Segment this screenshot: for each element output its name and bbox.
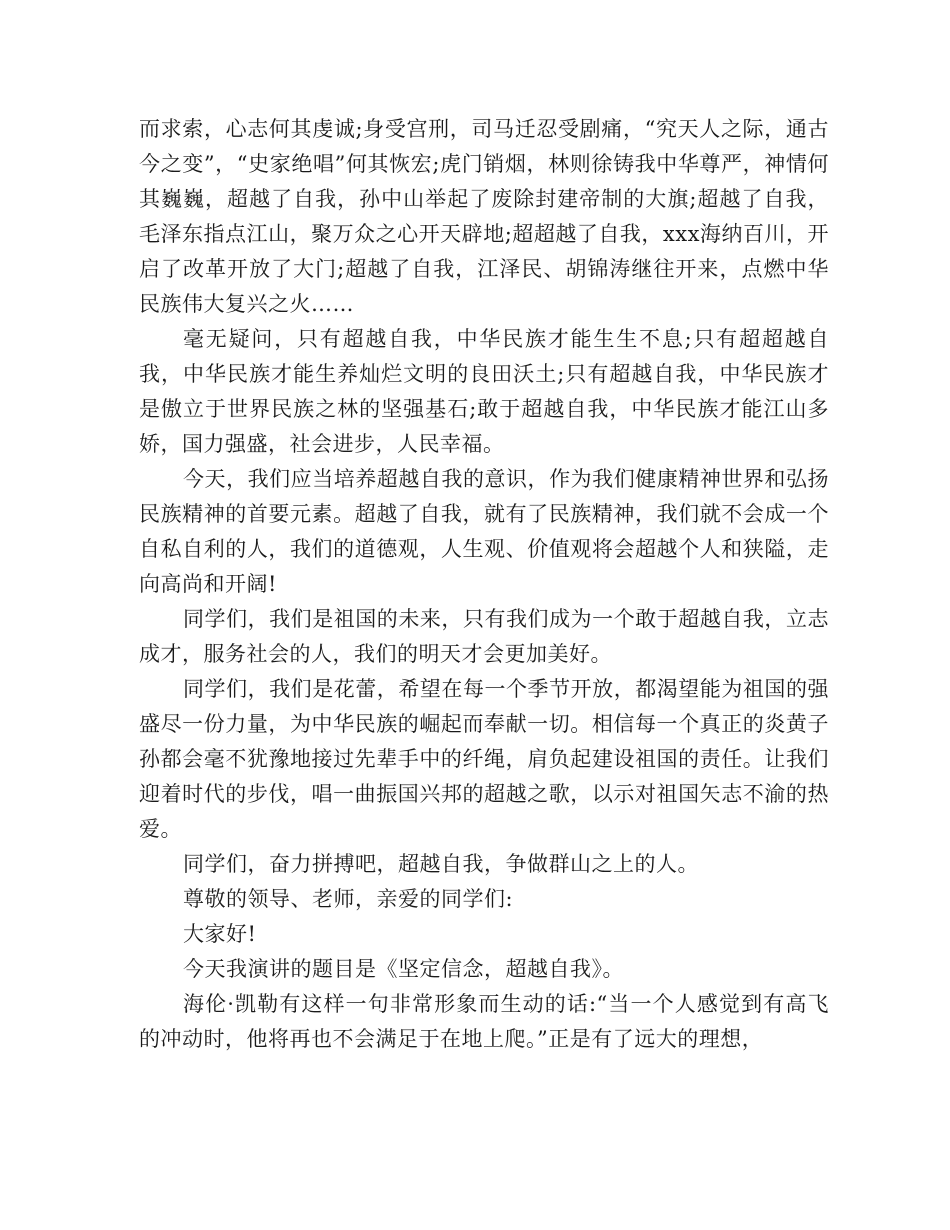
paragraph: 海伦·凯勒有这样一句非常形象而生动的话:“当一个人感觉到有高飞的冲动时，他将再也不会满足于在地上爬。”正是有了远大的理想， <box>139 992 829 1051</box>
document-body <box>139 112 829 1057</box>
paragraph: 而求索，心志何其虔诚;身受宫刑，司马迁忍受剧痛，“究天人之际，通古今之变”，“史家绝唱”何其恢宏;虎门销烟，林则徐铸我中华尊严，神情何其巍巍，超越了自我，孙中山举起了废除封建帝制的大旗;超越了自我，毛泽东指点江山，聚万众之心开天辟地;超超越了自我，xxx海纳百川，开启了改革开放了大门;超越了自我，江泽民、胡锦涛继往开来，点燃中华民族伟大复兴之火…… <box>139 117 829 316</box>
paragraph: 同学们，奋力拼搏吧，超越自我，争做群山之上的人。 <box>183 852 699 876</box>
paragraph: 大家好! <box>183 922 257 946</box>
paragraph: 尊敬的领导、老师，亲爱的同学们: <box>183 887 514 911</box>
paragraph: 毫无疑问，只有超越自我，中华民族才能生生不息;只有超超越自我，中华民族才能生养灿烂文明的良田沃土;只有超越自我，中华民族才是傲立于世界民族之林的坚强基石;敢于超越自我，中华民族才能江山多娇，国力强盛，社会进步，人民幸福。 <box>139 327 829 456</box>
paragraph: 同学们，我们是祖国的未来，只有我们成为一个敢于超越自我，立志成才，服务社会的人，我们的明天才会更加美好。 <box>139 607 829 666</box>
paragraph: 今天，我们应当培养超越自我的意识，作为我们健康精神世界和弘扬民族精神的首要元素。超越了自我，就有了民族精神，我们就不会成一个自私自利的人，我们的道德观，人生观、价值观将会超越个人和狭隘，走向高尚和开阔! <box>139 467 829 596</box>
paragraph: 今天我演讲的题目是《坚定信念，超越自我》。 <box>183 957 624 981</box>
paragraph: 同学们，我们是花蕾，希望在每一个季节开放，都渴望能为祖国的强盛尽一份力量，为中华民族的崛起而奉献一切。相信每一个真正的炎黄子孙都会毫不犹豫地接过先辈手中的纤绳，肩负起建设祖国的责任。让我们迎着时代的步伐，唱一曲振国兴邦的超越之歌，以示对祖国矢志不渝的热爱。 <box>139 677 829 841</box>
